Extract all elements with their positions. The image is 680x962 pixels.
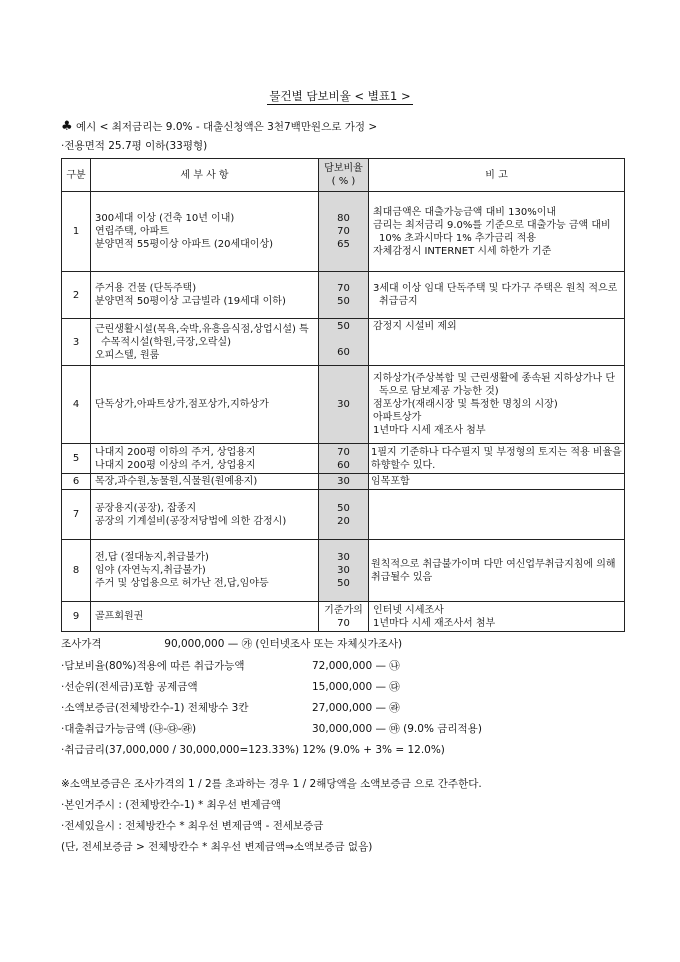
row-details: [91, 540, 319, 602]
row-no: 8: [62, 540, 91, 602]
header-rate: [319, 159, 369, 192]
rate-value: 80: [337, 213, 350, 224]
detail-item: 분양면적 55평이상 아파트 (20세대이상): [95, 239, 274, 250]
rate-value: 30: [337, 552, 350, 563]
survey-price-line: [61, 636, 402, 651]
remark-item: 1년마다 시세 재조사 첨부: [373, 425, 486, 436]
rate-value: 60: [337, 347, 350, 358]
header-detail: 세 부 사 항: [91, 159, 319, 192]
remark-item: 지하상가(주상복합 및 근린생활에 종속된 지하상가나 단독으로 담보제공 가능한 것): [373, 373, 615, 397]
rate-value: 70: [337, 283, 350, 294]
area-note: ·전용면적 25.7평 이하(33평형): [61, 140, 208, 152]
row-no: 9: [62, 602, 91, 632]
calc-label: ·선순위(전세금)포함 공제금액: [61, 681, 198, 693]
calc-value: [312, 679, 400, 694]
remark-text: 임목포함: [371, 476, 410, 487]
row-remarks: [369, 602, 625, 632]
row-details: [91, 272, 319, 319]
calc-mark: — ㉰: [375, 681, 400, 693]
page-title: [0, 88, 680, 104]
detail-item: 오피스텔, 원룸: [95, 349, 160, 361]
rate-value: 70: [337, 446, 350, 458]
table-row: [62, 474, 625, 490]
note-line: (단, 전세보증금 > 전체방칸수 * 최우선 변제금액⇒소액보증금 없음): [61, 841, 373, 853]
row-remarks: [369, 366, 625, 444]
row-remarks: [369, 192, 625, 272]
remark-text: 원칙적으로 취급불가이며 다만 여신업무취급지침에 의해 취급될수 있음: [371, 558, 616, 583]
calc-line: [61, 658, 245, 673]
table-row: [62, 272, 625, 319]
row-details: [91, 366, 319, 444]
club-icon: ♣: [61, 119, 73, 134]
table-row: [62, 540, 625, 602]
calc-line: [61, 721, 196, 736]
row-details: [91, 602, 319, 632]
remark-item: 감정지 시설비 제외: [373, 321, 457, 332]
detail-item: 공장용지(공장), 잡종지: [95, 502, 197, 514]
header-rate-line2: ( % ): [331, 176, 356, 187]
table-header-row: [62, 159, 625, 192]
calc-amount: 27,000,000: [312, 702, 373, 714]
title-text: 물건별 담보비율 < 별표1 >: [269, 89, 411, 103]
rate-value: 70: [337, 617, 350, 629]
row-no: 5: [62, 444, 91, 474]
detail-item: 주거 및 상업용으로 허가난 전,답,임야등: [95, 578, 269, 589]
header-rate-line1: 담보비율: [324, 163, 363, 174]
calc-label: ·대출취급가능금액 (㉯-㉰-㉱): [61, 723, 197, 735]
remark-item: 아파트상가: [373, 412, 422, 423]
example-text: 예시 < 최저금리는 9.0% - 대출신청액은 3천7백만원으로 가정 >: [76, 121, 378, 133]
table-row: [62, 319, 625, 366]
remark-text: 1필지 기준하나 다수필지 및 부정형의 토지는 적용 비율을 하향할수 있다.: [371, 446, 622, 471]
survey-amount: 90,000,000: [164, 638, 225, 650]
detail-item: 300세대 이상 (건축 10년 이내): [95, 213, 235, 224]
detail-item: 공장의 기계설비(공장저당법에 의한 감정시): [95, 515, 287, 527]
calc-line: [61, 679, 198, 694]
row-remarks: [369, 319, 625, 366]
rate-line: ·취급금리(37,000,000 / 30,000,000=123.33%) 12% (9.0% + 3% = 12.0%): [61, 744, 445, 756]
header-remark: 비 고: [369, 159, 625, 192]
table-row: [62, 602, 625, 632]
row-details: [91, 444, 319, 474]
rate-value: 30: [337, 476, 350, 487]
row-rates: [319, 319, 369, 366]
detail-item: 전,답 (절대농지,취급불가): [95, 552, 209, 563]
row-no: 1: [62, 192, 91, 272]
remark-item: 점포상가(재래시장 및 특정한 명칭의 시장): [373, 399, 558, 410]
calc-amount: 72,000,000: [312, 660, 373, 672]
rate-value: 20: [337, 515, 350, 527]
note-line: ·본인거주시 : (전체방칸수-1) * 최우선 변제금액: [61, 799, 281, 811]
rate-value: 50: [337, 502, 350, 514]
calc-value: [312, 721, 482, 736]
example-line: [61, 119, 377, 134]
row-rates: [319, 602, 369, 632]
detail-item: 임야 (자연녹지,취급불가): [95, 565, 206, 576]
detail-item: 주거용 건물 (단독주택): [95, 283, 197, 294]
calc-mark: — ㉯: [375, 660, 400, 672]
rate-value: 70: [337, 226, 350, 237]
survey-tail: — ㉮ (인터넷조사 또는 자체싯가조사): [227, 638, 403, 650]
row-no: 7: [62, 490, 91, 540]
row-details: [91, 319, 319, 366]
remark-item: 1년마다 시세 재조사서 첨부: [373, 617, 496, 629]
row-remarks: [369, 444, 625, 474]
calc-value: [312, 658, 400, 673]
row-details: [91, 192, 319, 272]
row-remarks: [369, 540, 625, 602]
row-rates: [319, 490, 369, 540]
row-rates: [319, 366, 369, 444]
row-details: [91, 474, 319, 490]
detail-item: 나대지 200평 이상의 주거, 상업용지: [95, 459, 256, 471]
remark-item: 3세대 이상 임대 단독주택 및 다가구 주택은 원칙 적으로 취급금지: [373, 283, 618, 307]
note-line: ·전세있을시 : 전체방칸수 * 최우선 변제금액 - 전세보증금: [61, 820, 324, 832]
row-no: 6: [62, 474, 91, 490]
calc-amount: 30,000,000: [312, 723, 373, 735]
detail-item: 나대지 200평 이하의 주거, 상업용지: [95, 446, 256, 458]
row-remarks: [369, 474, 625, 490]
row-rates: [319, 272, 369, 319]
rate-value: 50: [337, 296, 350, 307]
row-remarks: [369, 272, 625, 319]
row-rates: [319, 192, 369, 272]
table-row: [62, 444, 625, 474]
row-rates: [319, 444, 369, 474]
calc-label: ·담보비율(80%)적용에 따른 취급가능액: [61, 660, 245, 672]
table-row: [62, 366, 625, 444]
remark-item: 금리는 최저금리 9.0%를 기준으로 대출가능 금액 대비 10% 초과시마다 1% 추가금리 적용: [373, 219, 611, 244]
table-row: [62, 490, 625, 540]
calc-amount: 15,000,000: [312, 681, 373, 693]
detail-item: 단독상가,아파트상가,점포상가,지하상가: [95, 399, 269, 410]
note-line: ※소액보증금은 조사가격의 1 / 2를 초과하는 경우 1 / 2해당액을 소액보증금 으로 간주한다.: [61, 778, 482, 790]
survey-label: 조사가격: [61, 638, 102, 650]
detail-item: 분양면적 50평이상 고급빌라 (19세대 이하): [95, 296, 286, 307]
rate-value: 기준가의: [324, 604, 363, 616]
row-details: [91, 490, 319, 540]
calc-mark: — ㉲ (9.0% 금리적용): [375, 723, 482, 735]
detail-item: 근린생활시설(목욕,숙박,유흥음식점,상업시설) 특수목적시설(학원,극장,오락실): [95, 323, 309, 348]
detail-item: 골프회원권: [95, 611, 144, 622]
detail-item: 연립주택, 아파트: [95, 226, 169, 237]
rate-value: 50: [337, 578, 350, 589]
calc-label: ·소액보증금(전체방칸수-1) 전체방수 3칸: [61, 702, 249, 714]
calc-value: [312, 700, 400, 715]
rate-value: 65: [337, 239, 350, 250]
rate-value: 50: [337, 321, 350, 332]
rate-value: 30: [337, 565, 350, 576]
row-no: 2: [62, 272, 91, 319]
table-row: [62, 192, 625, 272]
remark-item: 최대금액은 대출가능금액 대비 130%이내: [373, 206, 557, 218]
rate-value: 30: [337, 399, 350, 410]
header-no: 구분: [62, 159, 91, 192]
row-remarks: [369, 490, 625, 540]
calc-mark: — ㉱: [375, 702, 400, 714]
row-no: 3: [62, 319, 91, 366]
remark-item: 인터넷 시세조사: [373, 604, 444, 616]
row-rates: [319, 474, 369, 490]
collateral-ratio-table: [61, 158, 625, 632]
row-no: 4: [62, 366, 91, 444]
remark-item: 자체감정시 INTERNET 시세 하한가 기준: [373, 245, 552, 257]
rate-value: 60: [337, 459, 350, 471]
calc-line: [61, 700, 249, 715]
detail-item: 목장,과수원,농물원,식물원(원예용지): [95, 476, 258, 487]
row-rates: [319, 540, 369, 602]
